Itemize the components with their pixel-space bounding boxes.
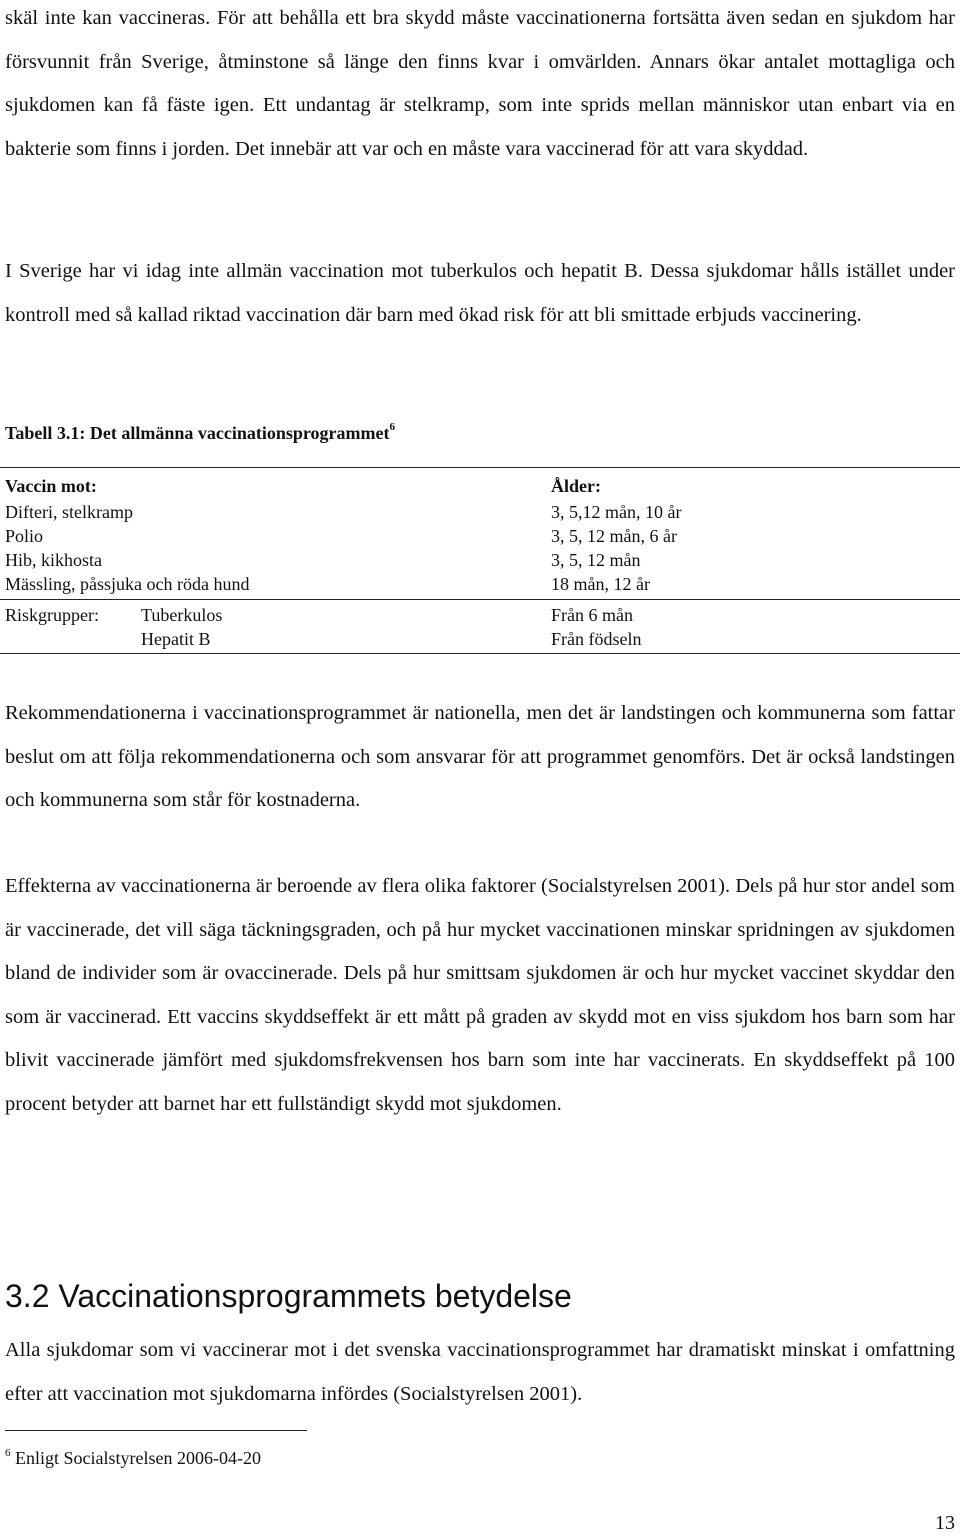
table-cell-age: 18 mån, 12 år bbox=[551, 574, 650, 594]
table-cell-vaccine: Hepatit B bbox=[141, 629, 211, 649]
table-cell-vaccine: Hib, kikhosta bbox=[5, 550, 102, 570]
table-cell-vaccine: Polio bbox=[5, 526, 44, 546]
footnote-separator bbox=[5, 1430, 307, 1431]
table-cell-age: 3, 5, 12 mån, 6 år bbox=[551, 526, 677, 546]
table-header-vaccine: Vaccin mot: bbox=[5, 476, 97, 496]
footnote-number: 6 bbox=[5, 1447, 11, 1459]
paragraph-recommendations: Rekommendationerna i vaccinationsprogrammet är nationella, men det är landstingen och kommunerna som fattar beslut om att följa rekommendationerna och som ansvarar för att programmet genomförs. Det är också landstingen och kommunerna som står för kostnaderna. bbox=[5, 702, 955, 812]
table-cell-age: Från födseln bbox=[551, 629, 642, 649]
table-middle-rule bbox=[0, 599, 960, 600]
table-cell-vaccine: Tuberkulos bbox=[141, 605, 223, 625]
paragraph-targeted-vaccination: I Sverige har vi idag inte allmän vaccination mot tuberkulos och hepatit B. Dessa sjukdomar hålls istället under kontroll med så kallad riktad vaccination där barn med ökad risk för att bli smittade erbjuds vaccinering. bbox=[5, 260, 955, 326]
footnote-text: Enligt Socialstyrelsen 2006-04-20 bbox=[15, 1448, 261, 1468]
section-heading: 3.2 Vaccinationsprogrammets betydelse bbox=[5, 1278, 572, 1314]
table-cell-vaccine: Mässling, påssjuka och röda hund bbox=[5, 574, 250, 594]
table-cell-age: 3, 5,12 mån, 10 år bbox=[551, 502, 682, 522]
table-header-age: Ålder: bbox=[551, 476, 601, 496]
table-cell-age: 3, 5, 12 mån bbox=[551, 550, 641, 570]
footnote-reference: 6 bbox=[389, 421, 395, 433]
table-top-rule bbox=[0, 467, 960, 468]
paragraph-program-significance: Alla sjukdomar som vi vaccinerar mot i det svenska vaccinationsprogrammet har dramatiskt minskat i omfattning efter att vaccination mot sjukdomarna infördes (Socialstyrelsen 2001). bbox=[5, 1339, 955, 1405]
table-risk-label: Riskgrupper: bbox=[5, 605, 99, 625]
paragraph-vaccination-effects: Effekterna av vaccinationerna är beroende av flera olika faktorer (Socialstyrelsen 2001). Dels på hur stor andel som är vaccinerade, det vill säga täckningsgraden, och på hur mycket vaccinationen minskar spridningen av sjukdomen bland de individer som är ovaccinerade. Dels på hur smittsam sjukdomen är och hur mycket vaccinet skyddar den som är vaccinerad. Ett vaccins skyddseffekt är ett mått på graden av skydd mot en viss sjukdom hos barn som har blivit vaccinerade jämfört med sjukdomsfrekvensen hos barn som inte har vaccinerats. En skyddseffekt på 100 procent betyder att barnet har ett fullständigt skydd mot sjukdomen. bbox=[5, 875, 955, 1115]
page-number: 13 bbox=[935, 1512, 955, 1534]
footnote bbox=[5, 1440, 261, 1472]
table-cell-vaccine: Difteri, stelkramp bbox=[5, 502, 133, 522]
table-bottom-rule bbox=[0, 653, 960, 654]
table-caption bbox=[5, 414, 395, 448]
table-cell-age: Från 6 mån bbox=[551, 605, 633, 625]
paragraph-vaccination-continuation: skäl inte kan vaccineras. För att behålla ett bra skydd måste vaccinationerna fortsätta även sedan en sjukdom har försvunnit från Sverige, åtminstone så länge den finns kvar i omvärlden. Annars ökar antalet mottagliga och sjukdomen kan få fäste igen. Ett undantag är stelkramp, som inte sprids mellan människor utan enbart via en bakterie som finns i jorden. Det innebär att var och en måste vara vaccinerad för att vara skyddad. bbox=[5, 7, 955, 160]
table-caption-text: Tabell 3.1: Det allmänna vaccinationsprogrammet bbox=[5, 423, 390, 443]
